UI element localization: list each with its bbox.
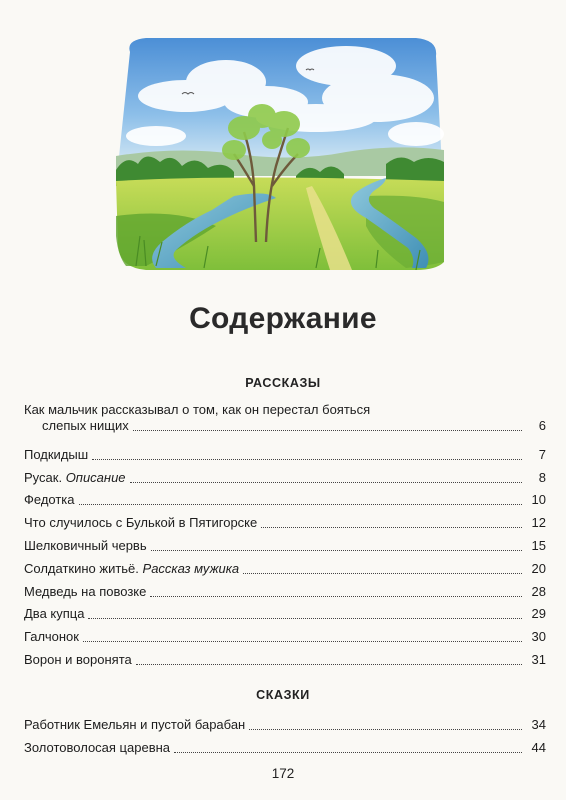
toc-entry-title: Русак. Описание [24, 469, 126, 485]
toc-page-number: 12 [531, 515, 546, 531]
toc-entry-title: Ворон и воронята [24, 651, 132, 667]
dot-leader [174, 752, 522, 753]
section-heading-tales: СКАЗКИ [256, 688, 310, 702]
toc-page-number: 8 [538, 469, 546, 485]
toc-entry[interactable] [24, 645, 546, 668]
toc-entry[interactable] [24, 622, 546, 645]
toc-entry[interactable] [24, 508, 546, 531]
toc-entry[interactable] [24, 733, 546, 756]
toc-entry[interactable] [24, 600, 546, 623]
toc-page-number: 31 [531, 651, 546, 667]
dot-leader [88, 618, 522, 619]
toc-page-number: 28 [531, 583, 546, 599]
toc-entry-subtitle: Описание [65, 469, 126, 485]
toc-entry[interactable] [24, 440, 546, 463]
toc-entry-subtitle: Рассказ мужика [142, 560, 240, 576]
toc-page-number: 10 [531, 492, 546, 508]
toc-entry[interactable] [24, 486, 546, 509]
toc-entry[interactable] [24, 463, 546, 486]
toc-entry-title: Как мальчик рассказывал о том, как он перестал бояться [24, 402, 371, 417]
dot-leader [249, 729, 522, 730]
toc-page-number: 6 [538, 418, 546, 433]
dot-leader [133, 430, 522, 431]
dot-leader [243, 573, 522, 574]
toc-entry-title: Золотоволосая царевна [24, 739, 171, 755]
page-title: Содержание [189, 302, 377, 335]
dot-leader [136, 664, 522, 665]
dot-leader [261, 527, 522, 528]
toc-entry-title: Галчонок [24, 629, 79, 645]
toc-entry-title: Два купца [24, 606, 85, 622]
toc-entry[interactable] [24, 554, 546, 577]
toc-entry-title: Подкидыш [24, 446, 89, 462]
toc-page-number: 29 [531, 606, 546, 622]
toc-entry[interactable] [24, 710, 546, 733]
section-heading-stories: РАССКАЗЫ [245, 376, 321, 390]
dot-leader [130, 482, 522, 483]
dot-leader [79, 504, 522, 505]
dot-leader [92, 459, 522, 460]
toc-entry-title-continued: слепых нищих [42, 418, 129, 433]
toc-stories [24, 402, 546, 668]
toc-entry-title: Работник Емельян и пустой барабан [24, 716, 246, 732]
toc-entry[interactable] [24, 402, 546, 440]
toc-entry-title: Шелковичный червь [24, 537, 147, 553]
toc-page-number: 20 [531, 560, 546, 576]
toc-page-number: 44 [531, 739, 546, 755]
toc-entry[interactable] [24, 577, 546, 600]
toc-page-number: 30 [531, 629, 546, 645]
landscape-illustration [116, 36, 444, 270]
toc-entry-title: Федотка [24, 492, 75, 508]
toc-page-number: 7 [538, 446, 546, 462]
toc-entry-title: Медведь на повозке [24, 583, 147, 599]
dot-leader [151, 550, 522, 551]
toc-entry-title: Солдаткино житьё. Рассказ мужика [24, 560, 240, 576]
toc-page-number: 34 [531, 716, 546, 732]
toc-entry-title: Что случилось с Булькой в Пятигорске [24, 515, 258, 531]
toc-entry[interactable] [24, 531, 546, 554]
dot-leader [83, 641, 522, 642]
page-number: 172 [271, 766, 295, 781]
dot-leader [150, 596, 522, 597]
toc-page-number: 15 [531, 537, 546, 553]
toc-tales [24, 710, 546, 756]
